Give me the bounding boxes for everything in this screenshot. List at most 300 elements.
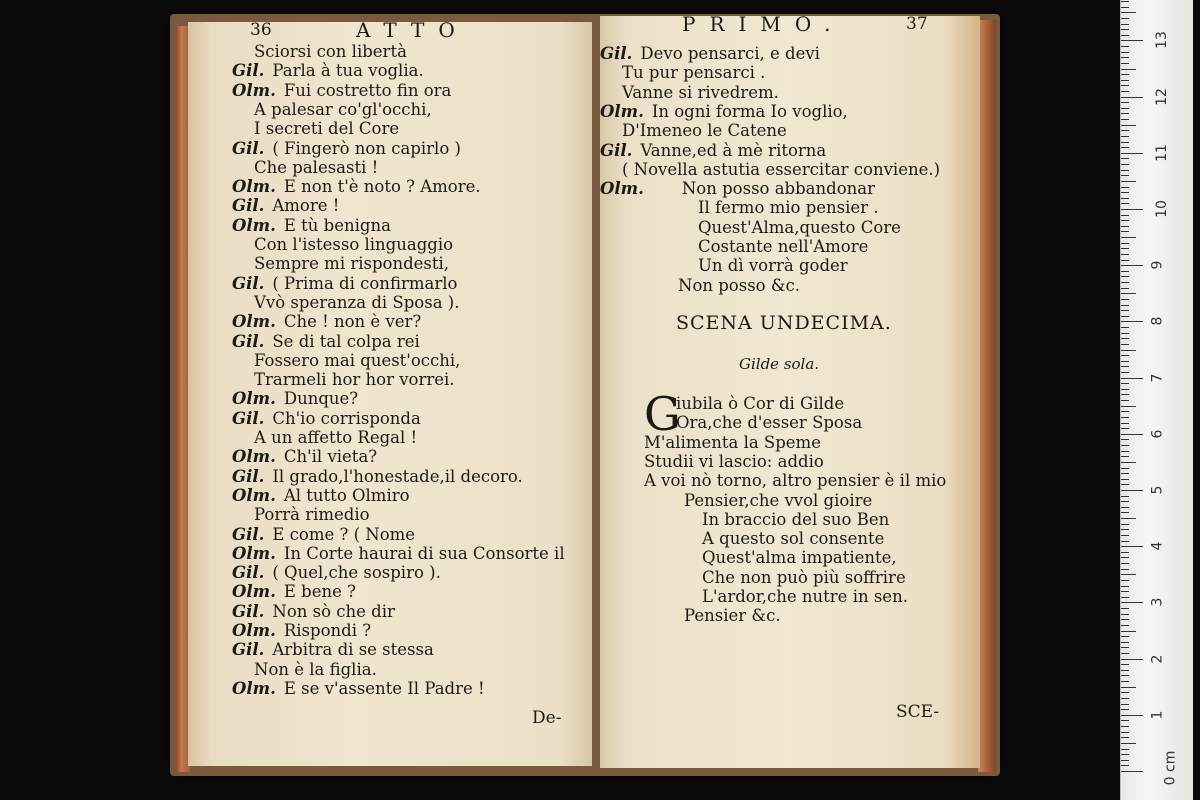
- line-text: Devo pensarci, e devi: [640, 44, 820, 63]
- speaker-label: Olm.: [232, 621, 276, 640]
- ruler-tick: [1121, 108, 1129, 109]
- ruler-tick: [1121, 170, 1129, 171]
- text-line: [232, 447, 377, 466]
- ruler-tick: [1121, 203, 1129, 204]
- line-text: A palesar co'gl'occhi,: [254, 99, 432, 119]
- line-text: In Corte haurai di sua Consorte il: [283, 543, 565, 563]
- ruler-tick: [1121, 350, 1136, 351]
- ruler-tick: [1121, 220, 1129, 221]
- text-line: [622, 83, 779, 102]
- ruler-tick: [1121, 102, 1129, 103]
- text-line: [232, 177, 481, 196]
- ruler-tick: [1121, 355, 1129, 356]
- ruler-tick: [1121, 288, 1129, 289]
- ruler-tick: [1121, 192, 1129, 193]
- ruler-tick: [1121, 226, 1129, 227]
- line-text: Che ! non è ver?: [283, 312, 422, 332]
- line-text: Non è la figlia.: [254, 659, 377, 679]
- ruler-tick: [1121, 46, 1129, 47]
- ruler-tick: [1121, 57, 1129, 58]
- text-line: [600, 179, 875, 198]
- ruler-tick: [1121, 760, 1129, 761]
- ruler-tick: [1121, 389, 1129, 390]
- ruler-tick: [1121, 546, 1143, 547]
- ruler-tick: [1121, 299, 1129, 300]
- ruler-tick: [1121, 276, 1129, 277]
- ruler-tick: [1121, 327, 1129, 328]
- ruler-tick: [1121, 428, 1129, 429]
- ruler-tick: [1121, 597, 1129, 598]
- ruler-tick: [1121, 394, 1129, 395]
- line-text: Al tutto Olmiro: [283, 485, 410, 505]
- ruler-tick: [1121, 400, 1129, 401]
- ruler-tick: [1121, 563, 1129, 564]
- line-text: Costante nell'Amore: [698, 237, 869, 256]
- ruler-tick: [1121, 456, 1129, 457]
- speaker-label: Gil.: [232, 273, 265, 293]
- ruler-tick: [1121, 602, 1143, 603]
- speaker-label: Gil.: [600, 44, 633, 63]
- text-line: [232, 139, 461, 158]
- text-line: [702, 548, 897, 567]
- ruler-tick: [1121, 153, 1143, 154]
- ruler-tick: [1121, 254, 1129, 255]
- ruler-number: 6: [1149, 429, 1166, 439]
- ruler-tick: [1121, 383, 1129, 384]
- ruler-tick: [1121, 215, 1129, 216]
- line-text: E bene ?: [283, 582, 356, 602]
- ruler-tick: [1121, 614, 1129, 615]
- ruler-number: 12: [1153, 87, 1170, 106]
- ruler-number: 9: [1149, 260, 1166, 270]
- ruler-tick: [1121, 310, 1129, 311]
- ruler-tick: [1121, 231, 1129, 232]
- ruler-tick: [1121, 535, 1129, 536]
- ruler-tick: [1121, 462, 1136, 463]
- right-catchword: SCE-: [896, 702, 940, 722]
- ruler-tick: [1121, 749, 1129, 750]
- ruler-tick: [1121, 490, 1143, 491]
- text-line: [232, 544, 565, 563]
- speaker-label: Olm.: [232, 312, 276, 332]
- ruler-tick: [1121, 18, 1129, 19]
- line-text: Vanne si rivedrem.: [622, 82, 779, 102]
- text-line: [232, 640, 434, 659]
- line-text: Non posso &c.: [678, 275, 801, 295]
- text-line: [232, 332, 420, 351]
- ruler-tick: [1121, 574, 1136, 575]
- ruler-tick: [1121, 557, 1129, 558]
- text-line: [254, 42, 407, 61]
- ruler-tick: [1121, 524, 1129, 525]
- ruler-tick: [1121, 625, 1129, 626]
- ruler-tick: [1121, 681, 1129, 682]
- speaker-label: Gil.: [600, 140, 633, 160]
- ruler-tick: [1121, 501, 1129, 502]
- line-text: E se v'assente Il Padre !: [283, 678, 485, 698]
- text-line: [232, 216, 391, 235]
- ruler-tick: [1121, 181, 1136, 182]
- speaker-label: Olm.: [232, 447, 276, 467]
- right-page: [600, 16, 980, 768]
- ruler-tick: [1121, 1, 1129, 2]
- scene-subtitle: Gilde sola.: [739, 355, 820, 373]
- line-text: E come ? ( Nome: [272, 524, 416, 544]
- ruler-tick: [1121, 321, 1143, 322]
- speaker-label: Gil.: [232, 408, 265, 428]
- ruler-unit-label: 0 cm: [1162, 750, 1179, 786]
- line-text: ( Quel,che sospiro ).: [272, 563, 441, 583]
- line-text: Sempre mi rispondesti,: [254, 254, 450, 274]
- ruler-number: 7: [1149, 373, 1166, 383]
- line-text: iubila ò Cor di Gilde: [676, 394, 845, 413]
- ruler-tick: [1121, 496, 1129, 497]
- speaker-label: Gil.: [232, 331, 265, 351]
- text-line: [254, 351, 460, 370]
- ruler-tick: [1121, 765, 1129, 766]
- text-line: [232, 409, 421, 428]
- ruler-tick: [1121, 434, 1143, 435]
- ruler-tick: [1121, 406, 1136, 407]
- ruler-tick: [1121, 586, 1129, 587]
- text-line: [600, 141, 826, 160]
- speaker-label: Olm.: [232, 177, 276, 197]
- text-line: [254, 158, 378, 177]
- line-text: Quest'alma impatiente,: [702, 548, 897, 568]
- ruler-tick: [1121, 7, 1129, 8]
- ruler-tick: [1121, 580, 1129, 581]
- ruler-tick: [1121, 372, 1129, 373]
- text-line: [232, 467, 523, 486]
- ruler-tick: [1121, 720, 1129, 721]
- ruler-tick: [1121, 378, 1143, 379]
- line-text: M'alimenta la Speme: [644, 432, 821, 452]
- ruler-tick: [1121, 40, 1143, 41]
- right-running-head: PRIMO.: [682, 16, 845, 36]
- ruler-tick: [1121, 653, 1129, 654]
- line-text: Ora,che d'esser Sposa: [676, 413, 863, 433]
- line-text: ( Fingerò non capirlo ): [272, 138, 461, 158]
- speaker-label: Gil.: [232, 601, 265, 621]
- drop-cap: G: [644, 387, 681, 441]
- line-text: I secreti del Core: [254, 119, 400, 139]
- left-page: [188, 22, 592, 766]
- speaker-label: Olm.: [600, 101, 644, 121]
- text-line: [702, 568, 906, 587]
- text-line: [232, 679, 485, 698]
- ruler-tick: [1121, 147, 1129, 148]
- ruler-tick: [1121, 591, 1129, 592]
- ruler-tick: [1121, 305, 1129, 306]
- line-text: Con l'istesso linguaggio: [254, 235, 454, 254]
- ruler-tick: [1121, 265, 1143, 266]
- line-text: E tù benigna: [283, 215, 391, 235]
- speaker-label: Gil.: [232, 640, 265, 660]
- ruler-tick: [1121, 743, 1136, 744]
- text-line: [678, 276, 800, 295]
- ruler-tick: [1121, 293, 1136, 294]
- line-text: Trarmeli hor hor vorrei.: [254, 370, 455, 390]
- text-line: [254, 293, 459, 312]
- ruler-tick: [1121, 715, 1143, 716]
- line-text: Tu pur pensarci .: [622, 63, 766, 83]
- line-text: ( Novella astutia essercitar conviene.): [622, 159, 941, 179]
- text-line: [232, 621, 371, 640]
- left-catchword: De-: [532, 708, 562, 728]
- scene-title: SCENA UNDECIMA.: [676, 312, 892, 334]
- line-text: Non posso abbandonar: [681, 179, 875, 199]
- ruler-tick: [1121, 158, 1129, 159]
- ruler-tick: [1121, 125, 1136, 126]
- ruler-tick: [1121, 468, 1129, 469]
- ruler-tick: [1121, 113, 1129, 114]
- ruler-tick: [1121, 142, 1129, 143]
- ruler-tick: [1121, 243, 1129, 244]
- line-text: A questo sol consente: [702, 529, 885, 549]
- text-line: [698, 218, 901, 237]
- text-line: [600, 102, 848, 121]
- line-text: Dunque?: [283, 389, 359, 409]
- text-line: [254, 254, 449, 273]
- line-text: Vanne,ed à mè ritorna: [640, 140, 827, 160]
- ruler-tick: [1121, 647, 1129, 648]
- text-line: [702, 510, 889, 529]
- speaker-label: Olm.: [232, 485, 276, 505]
- ruler-tick: [1121, 675, 1129, 676]
- ruler-tick: [1121, 248, 1129, 249]
- ruler-number: 10: [1153, 200, 1170, 218]
- ruler-tick: [1121, 670, 1129, 671]
- speaker-label: Gil.: [232, 524, 265, 544]
- ruler-tick: [1121, 209, 1143, 210]
- text-line: [622, 160, 940, 179]
- ruler-tick: [1121, 512, 1129, 513]
- ruler-tick: [1121, 552, 1129, 553]
- line-text: Quest'Alma,questo Core: [698, 217, 901, 237]
- text-line: [232, 312, 421, 331]
- ruler-tick: [1121, 69, 1136, 70]
- ruler-tick: [1121, 518, 1136, 519]
- speaker-label: Olm.: [232, 80, 276, 100]
- text-line: [684, 491, 872, 510]
- ruler-tick: [1121, 80, 1129, 81]
- ruler-tick: [1121, 631, 1136, 632]
- line-text: Pensier &c.: [684, 606, 781, 626]
- ruler-tick: [1121, 439, 1129, 440]
- ruler-tick: [1121, 709, 1129, 710]
- line-text: Che palesasti !: [254, 157, 379, 177]
- line-text: Ch'io corrisponda: [272, 408, 421, 428]
- ruler-tick: [1121, 541, 1129, 542]
- ruler-tick: [1121, 698, 1129, 699]
- ruler-tick: [1121, 333, 1129, 334]
- ruler-tick: [1121, 237, 1136, 238]
- line-text: E non t'è noto ? Amore.: [283, 177, 481, 197]
- ruler-tick: [1121, 35, 1129, 36]
- line-text: In ogni forma Io voglio,: [651, 101, 848, 121]
- text-line: [684, 606, 781, 625]
- ruler-tick: [1121, 771, 1143, 772]
- ruler-tick: [1121, 507, 1129, 508]
- ruler-tick: [1121, 187, 1129, 188]
- text-line: [232, 81, 451, 100]
- line-text: Ch'il vieta?: [283, 447, 378, 467]
- line-text: ( Prima di confirmarlo: [272, 273, 458, 293]
- line-text: Sciorsi con libertà: [254, 42, 407, 61]
- line-text: Non sò che dir: [272, 601, 395, 621]
- ruler-tick: [1121, 316, 1129, 317]
- right-page-number: 37: [906, 16, 928, 34]
- speaker-label: Gil.: [232, 61, 265, 81]
- ruler-tick: [1121, 411, 1129, 412]
- speaker-label: Olm.: [232, 582, 276, 602]
- left-running-head: ATTO: [356, 22, 469, 42]
- text-line: [254, 235, 453, 254]
- text-line: [254, 370, 455, 389]
- text-line: [698, 256, 848, 275]
- ruler-tick: [1121, 29, 1129, 30]
- line-text: In braccio del suo Ben: [702, 509, 890, 529]
- ruler-tick: [1121, 529, 1129, 530]
- right-page-edge: [978, 20, 996, 772]
- ruler-number: 1: [1149, 710, 1166, 720]
- ruler-tick: [1121, 569, 1129, 570]
- ruler-tick: [1121, 130, 1129, 131]
- text-line: [254, 428, 417, 447]
- text-line: [232, 582, 356, 601]
- text-line: [702, 529, 884, 548]
- ruler-tick: [1121, 175, 1129, 176]
- line-text: Studii vi lascio: addio: [644, 451, 824, 471]
- text-line: [698, 237, 868, 256]
- text-line: [232, 61, 424, 80]
- ruler-tick: [1121, 445, 1129, 446]
- ruler-tick: [1121, 642, 1129, 643]
- ruler-tick: [1121, 754, 1129, 755]
- ruler-tick: [1121, 737, 1129, 738]
- ruler-number: 2: [1149, 654, 1166, 664]
- ruler-tick: [1121, 164, 1129, 165]
- speaker-label: Olm.: [232, 215, 276, 235]
- speaker-label: Gil.: [232, 138, 265, 158]
- line-text: Il fermo mio pensier .: [698, 198, 879, 218]
- text-line: [232, 563, 441, 582]
- ruler-number: 4: [1149, 541, 1166, 551]
- speaker-label: Olm.: [600, 179, 644, 199]
- ruler-tick: [1121, 659, 1143, 660]
- ruler-tick: [1121, 619, 1129, 620]
- ruler-tick: [1121, 417, 1129, 418]
- ruler-tick: [1121, 91, 1129, 92]
- ruler-tick: [1121, 484, 1129, 485]
- ruler-tick: [1121, 85, 1129, 86]
- ruler-tick: [1121, 344, 1129, 345]
- line-text: D'Imeneo le Catene: [622, 121, 787, 141]
- ruler-tick: [1121, 338, 1129, 339]
- ruler-tick: [1121, 260, 1129, 261]
- text-line: [698, 198, 879, 217]
- ruler-tick: [1121, 664, 1129, 665]
- ruler-tick: [1121, 479, 1129, 480]
- line-text: Pensier,che vvol gioire: [684, 490, 873, 510]
- ruler-tick: [1121, 726, 1129, 727]
- text-line: [254, 505, 370, 524]
- line-text: Rispondi ?: [283, 621, 372, 640]
- ruler-tick: [1121, 52, 1129, 53]
- ruler-tick: [1121, 687, 1136, 688]
- line-text: L'ardor,che nutre in sen.: [702, 587, 908, 606]
- ruler-tick: [1121, 608, 1129, 609]
- ruler-tick: [1121, 198, 1129, 199]
- line-text: A voi nò torno, altro pensier è il mio: [644, 471, 947, 491]
- text-line: [676, 394, 844, 413]
- measurement-ruler: [1120, 0, 1193, 800]
- line-text: Vvò speranza di Sposa ).: [254, 292, 460, 312]
- line-text: A un affetto Regal !: [254, 428, 418, 447]
- line-text: Amore !: [272, 196, 340, 216]
- ruler-tick: [1121, 451, 1129, 452]
- text-line: [232, 486, 410, 505]
- ruler-tick: [1121, 12, 1136, 13]
- ruler-tick: [1121, 473, 1129, 474]
- ruler-tick: [1121, 63, 1129, 64]
- ruler-tick: [1121, 361, 1129, 362]
- speaker-label: Gil.: [232, 466, 265, 486]
- line-text: Un dì vorrà goder: [698, 256, 848, 276]
- line-text: Il grado,l'honestade,il decoro.: [272, 466, 523, 486]
- speaker-label: Gil.: [232, 563, 265, 583]
- line-text: Porrà rimedio: [254, 505, 370, 525]
- ruler-tick: [1121, 136, 1129, 137]
- ruler-tick: [1121, 119, 1129, 120]
- line-text: Che non può più soffrire: [702, 567, 906, 587]
- ruler-tick: [1121, 636, 1129, 637]
- line-text: Fossero mai quest'occhi,: [254, 350, 461, 370]
- text-line: [254, 119, 399, 138]
- ruler-tick: [1121, 423, 1129, 424]
- text-line: [232, 525, 415, 544]
- speaker-label: Olm.: [232, 678, 276, 698]
- text-line: [622, 63, 765, 82]
- ruler-tick: [1121, 282, 1129, 283]
- text-line: [232, 196, 339, 215]
- ruler-tick: [1121, 366, 1129, 367]
- text-line: [676, 413, 862, 432]
- left-page-number: 36: [250, 22, 272, 40]
- ruler-tick: [1121, 97, 1143, 98]
- text-line: [622, 121, 787, 140]
- line-text: Fui costretto fin ora: [283, 80, 452, 100]
- ruler-tick: [1121, 271, 1129, 272]
- ruler-number: 8: [1149, 316, 1166, 326]
- ruler-number: 13: [1153, 31, 1170, 50]
- ruler-number: 5: [1149, 485, 1166, 495]
- text-line: [232, 389, 358, 408]
- text-line: [254, 100, 432, 119]
- ruler-number: 3: [1149, 597, 1166, 607]
- text-line: [232, 602, 395, 621]
- ruler-tick: [1121, 74, 1129, 75]
- ruler-number: 11: [1153, 143, 1170, 162]
- text-line: [644, 471, 946, 490]
- text-line: [702, 587, 908, 606]
- line-text: Parla à tua voglia.: [272, 61, 424, 81]
- text-line: [232, 274, 457, 293]
- ruler-tick: [1121, 24, 1129, 25]
- text-line: [600, 44, 820, 63]
- text-line: [254, 660, 377, 679]
- speaker-label: Olm.: [232, 389, 276, 409]
